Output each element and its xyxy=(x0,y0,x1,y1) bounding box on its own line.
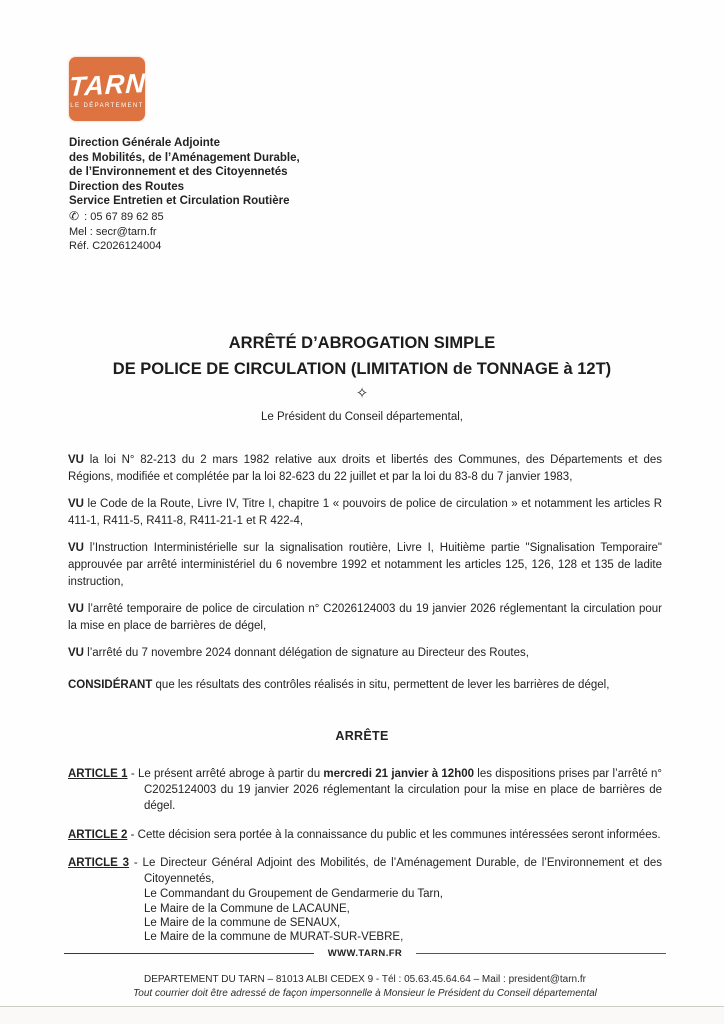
article-2-label: ARTICLE 2 xyxy=(68,828,128,841)
reference-line: Réf. C2026124004 xyxy=(69,240,162,253)
diamond-ornament: ✧ xyxy=(355,385,369,402)
sender-line-direction-generale: Direction Générale Adjointe xyxy=(69,137,221,149)
website-row xyxy=(64,948,666,959)
document-title xyxy=(40,330,684,382)
article-separator: - xyxy=(127,768,138,780)
sender-contact-block xyxy=(69,209,300,254)
articles-section xyxy=(68,766,662,945)
recital-label: VU xyxy=(68,542,84,555)
title-line-1: ARRÊTÉ D’ABROGATION SIMPLE xyxy=(228,334,496,352)
recital-text: la loi N° 82-213 du 2 mars 1982 relative aux droits et libertés des Communes, des Départements et des Régions, modifiée et complétée par la loi 82-623 du 22 juillet et par la loi du 83-8 du 7 janvier 1983, xyxy=(68,454,662,483)
salutation: Le Président du Conseil départemental, xyxy=(260,411,463,423)
article-1-label: ARTICLE 1 xyxy=(68,768,128,780)
recital-text: l’arrêté du 7 novembre 2024 donnant délégation de signature au Directeur des Routes, xyxy=(83,647,529,660)
footer-rule-right xyxy=(416,953,666,954)
article-1-text: Le présent arrêté abroge à partir du xyxy=(137,768,324,780)
recital-label: VU xyxy=(68,498,84,511)
footer-address: DEPARTEMENT DU TARN – 81013 ALBI CEDEX 9 - Tél : 05.63.45.64.64 – Mail : president@tarn.fr xyxy=(143,974,587,985)
article-separator: - xyxy=(127,828,138,841)
addressee-maire-lacaune: Le Maire de la Commune de LACAUNE, xyxy=(144,902,350,915)
email-line: Mel : secr@tarn.fr xyxy=(69,225,157,238)
article-separator: - xyxy=(129,856,143,869)
sender-line-environnement: de l’Environnement et des Citoyennetés xyxy=(69,166,288,179)
tarn-logo-text: TARN xyxy=(67,67,147,102)
article-1 xyxy=(68,766,662,815)
article-2-text: Cette décision sera portée à la connaissance du public et les communes intéressées seront informées. xyxy=(137,828,661,841)
recital-vu-2 xyxy=(68,496,662,529)
title-line-2: DE POLICE DE CIRCULATION (LIMITATION de TONNAGE à 12T) xyxy=(112,360,612,378)
recital-label: CONSIDÉRANT xyxy=(68,678,153,691)
addressee-gendarmerie: Le Commandant du Groupement de Gendarmerie du Tarn, xyxy=(144,888,443,901)
recital-vu-4 xyxy=(68,601,662,634)
addressee-maire-senaux: Le Maire de la commune de SENAUX, xyxy=(144,917,341,930)
sender-service-lines xyxy=(69,136,300,209)
article-2 xyxy=(68,827,662,843)
article-3 xyxy=(68,855,662,887)
article-3-label: ARTICLE 3 xyxy=(68,856,130,869)
tarn-logo-subtitle: LE DÉPARTEMENT xyxy=(70,102,144,109)
footer-rule-left xyxy=(64,953,314,954)
addressee-maire-murat: Le Maire de la commune de MURAT-SUR-VEBRE, xyxy=(144,931,404,944)
recital-text: le Code de la Route, Livre IV, Titre I, chapitre 1 « pouvoirs de police de circulation » et notamment les articles R 411-1, R411-5, R411-8, R411-21-1 et R 422-4, xyxy=(68,498,662,527)
sender-line-mobilites: des Mobilités, de l’Aménagement Durable, xyxy=(69,151,300,164)
article-1-text-end: les dispositions prises par l’arrêté n° C2025124003 du 19 janvier 2026 réglementant la circulation pour la mise en place de barrières de dégel. xyxy=(144,768,662,813)
article-1-date-bold: mercredi 21 janvier à 12h00 xyxy=(323,768,475,780)
footer-notice: Tout courrier doit être adressé de façon impersonnelle à Monsieur le Président du Conseil départemental xyxy=(133,988,597,999)
telephone-icon: ✆ xyxy=(69,208,80,223)
phone-line xyxy=(69,209,300,225)
recital-label: VU xyxy=(68,454,84,466)
website-label: WWW.TARN.FR xyxy=(327,948,403,959)
sender-line-service-entretien: Service Entretien et Circulation Routière xyxy=(69,195,290,208)
recital-text: l’Instruction Interministérielle sur la signalisation routière, Livre I, Huitième partie "Signalisation Temporaire" approuvée par arrêté interministériel du 6 novembre 1992 et notamment les articles 125, 126, 128 et 135 de ladite instruction, xyxy=(68,542,662,588)
recitals-section xyxy=(68,452,662,705)
sender-block xyxy=(69,136,300,254)
recital-label: VU xyxy=(68,647,84,660)
document-footer xyxy=(64,948,666,999)
sender-line-direction-routes: Direction des Routes xyxy=(69,180,185,193)
scan-edge xyxy=(0,1006,724,1024)
decree-heading: ARRÊTE xyxy=(335,729,389,743)
recital-vu-5 xyxy=(68,645,662,662)
recital-text: que les résultats des contrôles réalisés in situ, permettent de lever les barrières de dégel, xyxy=(152,678,610,691)
article-3-text: Le Directeur Général Adjoint des Mobilités, de l’Aménagement Durable, de l’Environnement et des Citoyennetés, xyxy=(142,856,662,886)
tarn-logo xyxy=(69,57,145,121)
recital-considerant xyxy=(68,677,662,694)
recital-vu-1 xyxy=(68,452,662,485)
recital-label: VU xyxy=(68,603,84,616)
phone-number: : 05 67 89 62 85 xyxy=(84,210,164,223)
recital-text: l’arrêté temporaire de police de circulation n° C2026124003 du 19 janvier 2026 réglementant la circulation pour la mise en place de barrières de dégel, xyxy=(68,603,662,632)
recital-vu-3 xyxy=(68,540,662,590)
